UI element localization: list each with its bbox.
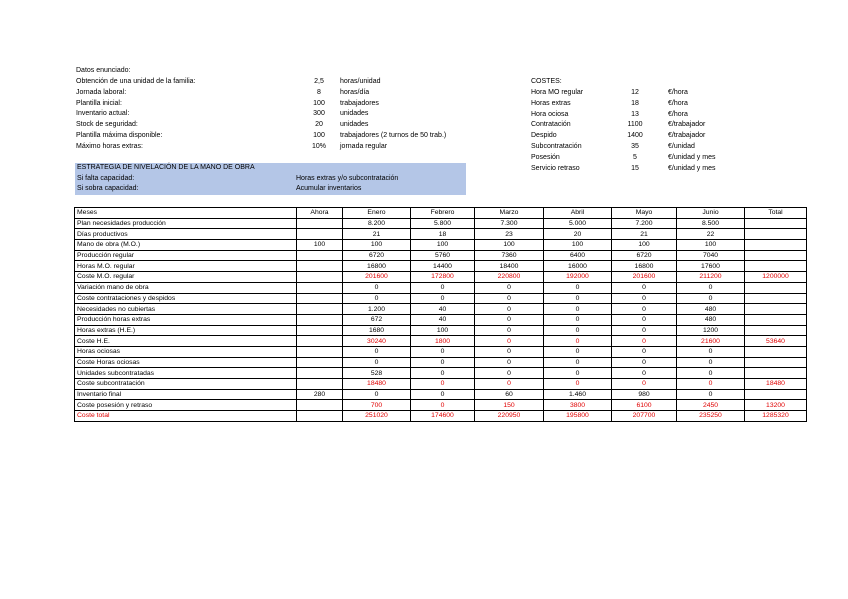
table-row: [75, 379, 807, 390]
table-cell: 0: [612, 304, 677, 315]
strategy-row-label: Si sobra capacidad:: [77, 185, 139, 192]
table-cell: 1285320: [745, 411, 807, 422]
row-label: Coste H.E.: [75, 336, 297, 347]
table-cell: 23: [475, 229, 544, 240]
datos-unit: jornada regular: [340, 142, 388, 150]
table-cell: 0: [677, 379, 745, 390]
table-cell: 700: [343, 400, 411, 411]
table-row: [75, 336, 807, 347]
column-header: Total: [745, 208, 807, 219]
table-cell: 0: [475, 282, 544, 293]
column-header: Marzo: [475, 208, 544, 219]
datos-unit: horas/unidad: [340, 78, 381, 85]
table-cell: 100: [411, 240, 475, 251]
strategy-title: ESTRATEGIA DE NIVELACIÓN DE LA MANO DE OBRA: [77, 164, 255, 171]
table-cell: 980: [612, 389, 677, 400]
table-cell: 17600: [677, 261, 745, 272]
table-cell: [297, 261, 343, 272]
table-cell: [297, 346, 343, 357]
costes-label: Hora MO regular: [531, 89, 584, 96]
table-cell: 21: [343, 229, 411, 240]
table-cell: 7.300: [475, 218, 544, 229]
table-cell: 2450: [677, 400, 745, 411]
table-cell: 18480: [745, 379, 807, 390]
table-row: [75, 325, 807, 336]
table-cell: 1.200: [343, 304, 411, 315]
table-cell: 16800: [612, 261, 677, 272]
costes-label: Servicio retraso: [531, 164, 580, 172]
table-cell: 0: [475, 293, 544, 304]
table-cell: [745, 261, 807, 272]
table-cell: 7.200: [612, 218, 677, 229]
table-cell: [745, 304, 807, 315]
table-cell: 0: [544, 336, 612, 347]
table-cell: 195800: [544, 411, 612, 422]
costes-label: Hora ociosa: [531, 110, 569, 118]
table-cell: 0: [677, 346, 745, 357]
table-cell: [745, 389, 807, 400]
table-row: [75, 411, 807, 422]
datos-value: 20: [315, 121, 323, 129]
table-cell: 211200: [677, 272, 745, 283]
table-cell: 21600: [677, 336, 745, 347]
table-cell: 0: [475, 346, 544, 357]
table-cell: 0: [475, 314, 544, 325]
table-cell: [745, 314, 807, 325]
table-cell: [297, 272, 343, 283]
table-cell: 0: [612, 368, 677, 379]
table-cell: 150: [475, 400, 544, 411]
costes-value: 35: [631, 143, 639, 150]
datos-label: Jornada laboral:: [76, 88, 127, 96]
table-cell: 480: [677, 314, 745, 325]
table-cell: [745, 250, 807, 261]
row-label: Horas M.O. regular: [75, 261, 297, 272]
table-row: [75, 240, 807, 251]
table-cell: 0: [411, 368, 475, 379]
column-header: Meses: [75, 208, 297, 219]
column-header: Enero: [343, 208, 411, 219]
strategy-row-value: Horas extras y/o subcontratación: [296, 174, 399, 182]
table-cell: 5760: [411, 250, 475, 261]
table-cell: 528: [343, 368, 411, 379]
table-cell: 172800: [411, 272, 475, 283]
table-cell: 201600: [343, 272, 411, 283]
row-label: Coste Horas ociosas: [75, 357, 297, 368]
datos-value: 10%: [311, 142, 326, 150]
table-row: [75, 389, 807, 400]
costes-heading: COSTES:: [531, 78, 562, 85]
row-label: Producción horas extras: [75, 314, 297, 325]
datos-unit: horas/día: [340, 88, 370, 96]
table-cell: 0: [677, 357, 745, 368]
table-cell: [745, 229, 807, 240]
table-cell: 22: [677, 229, 745, 240]
table-cell: 5.000: [544, 218, 612, 229]
table-cell: 100: [677, 240, 745, 251]
strategy-box: [75, 163, 466, 195]
row-label: Coste total: [75, 411, 297, 422]
datos-label: Máximo horas extras:: [76, 142, 143, 150]
table-cell: 0: [475, 379, 544, 390]
row-label: Horas ociosas: [75, 346, 297, 357]
table-cell: 0: [343, 293, 411, 304]
table-cell: 13200: [745, 400, 807, 411]
table-cell: 0: [475, 368, 544, 379]
table-cell: 0: [343, 282, 411, 293]
table-cell: 53640: [745, 336, 807, 347]
table-cell: 100: [544, 240, 612, 251]
table-cell: 100: [612, 240, 677, 251]
row-label: Coste posesión y retraso: [75, 400, 297, 411]
column-header: Junio: [677, 208, 745, 219]
table-cell: [745, 240, 807, 251]
table-cell: 1200000: [745, 272, 807, 283]
table-cell: 0: [475, 357, 544, 368]
table-cell: 6400: [544, 250, 612, 261]
table-row: [75, 261, 807, 272]
row-label: Coste subcontratación: [75, 379, 297, 390]
table-cell: 40: [411, 304, 475, 315]
table-cell: 207700: [612, 411, 677, 422]
row-label: Inventario final: [75, 389, 297, 400]
table-cell: 220950: [475, 411, 544, 422]
table-cell: 0: [343, 346, 411, 357]
datos-label: Obtención de una unidad de la familia:: [76, 78, 196, 85]
table-cell: [297, 218, 343, 229]
table-cell: 0: [612, 325, 677, 336]
table-cell: 0: [544, 325, 612, 336]
costes-value: 1400: [627, 132, 643, 140]
table-cell: 8.500: [677, 218, 745, 229]
table-cell: 14400: [411, 261, 475, 272]
table-cell: 192000: [544, 272, 612, 283]
row-label: Días productivos: [75, 229, 297, 240]
strategy-row-value: Acumular inventarios: [296, 185, 362, 192]
datos-value: 100: [313, 99, 325, 107]
costes-value: 15: [631, 164, 639, 172]
costes-unit: €/hora: [668, 89, 688, 96]
datos-heading: Datos enunciado:: [76, 67, 131, 74]
table-cell: 672: [343, 314, 411, 325]
table-cell: 201600: [612, 272, 677, 283]
costes-unit: €/unidad: [668, 143, 695, 150]
datos-value: 2,5: [314, 78, 324, 85]
table-cell: [297, 250, 343, 261]
table-cell: 0: [475, 336, 544, 347]
table-cell: 0: [411, 389, 475, 400]
table-cell: 0: [544, 346, 612, 357]
row-label: Necesidades no cubiertas: [75, 304, 297, 315]
table-cell: 0: [544, 282, 612, 293]
datos-label: Inventario actual:: [76, 110, 130, 118]
table-cell: [297, 229, 343, 240]
costes-label: Posesión: [531, 153, 560, 161]
table-cell: 220800: [475, 272, 544, 283]
table-row: [75, 272, 807, 283]
table-cell: 0: [612, 293, 677, 304]
table-cell: 0: [343, 357, 411, 368]
costes-label: Despido: [531, 132, 557, 140]
costes-unit: €/unidad y mes: [668, 164, 716, 172]
row-label: Variación mano de obra: [75, 282, 297, 293]
table-cell: [297, 357, 343, 368]
table-cell: 0: [612, 357, 677, 368]
table-cell: 0: [544, 379, 612, 390]
table-cell: [297, 336, 343, 347]
table-cell: 20: [544, 229, 612, 240]
table-cell: 0: [343, 389, 411, 400]
table-cell: 7040: [677, 250, 745, 261]
costes-value: 13: [631, 110, 639, 118]
table-cell: 30240: [343, 336, 411, 347]
column-header: Febrero: [411, 208, 475, 219]
table-cell: 18480: [343, 379, 411, 390]
row-label: Coste M.O. regular: [75, 272, 297, 283]
table-cell: 1200: [677, 325, 745, 336]
table-row: [75, 229, 807, 240]
table-cell: [297, 379, 343, 390]
costes-value: 5: [633, 153, 637, 161]
table-cell: 0: [677, 389, 745, 400]
table-cell: 16000: [544, 261, 612, 272]
datos-unit: unidades: [340, 121, 369, 129]
column-header: Abril: [544, 208, 612, 219]
table-cell: 3800: [544, 400, 612, 411]
table-cell: [745, 282, 807, 293]
costes-unit: €/hora: [668, 110, 688, 118]
table-cell: 7360: [475, 250, 544, 261]
costes-value: 18: [631, 99, 639, 107]
table-row: [75, 314, 807, 325]
table-cell: 0: [677, 368, 745, 379]
table-cell: 0: [544, 314, 612, 325]
datos-unit: trabajadores: [340, 99, 379, 107]
table-cell: 0: [612, 282, 677, 293]
costes-unit: €/trabajador: [668, 121, 706, 129]
table-cell: 0: [411, 379, 475, 390]
datos-label: Plantilla máxima disponible:: [76, 132, 163, 139]
table-cell: [745, 218, 807, 229]
table-cell: [297, 400, 343, 411]
table-cell: [297, 325, 343, 336]
table-cell: 0: [411, 346, 475, 357]
table-cell: [745, 325, 807, 336]
table-cell: 0: [612, 314, 677, 325]
table-cell: 0: [544, 357, 612, 368]
table-cell: 0: [677, 293, 745, 304]
costes-label: Horas extras: [531, 99, 571, 107]
row-label: Mano de obra (M.O.): [75, 240, 297, 251]
costes-unit: €/hora: [668, 99, 688, 107]
row-label: Coste contrataciones y despidos: [75, 293, 297, 304]
table-cell: [745, 293, 807, 304]
table-cell: 6720: [343, 250, 411, 261]
table-cell: [745, 357, 807, 368]
datos-value: 100: [313, 132, 325, 139]
row-label: Unidades subcontratadas: [75, 368, 297, 379]
costes-value: 12: [631, 89, 639, 96]
datos-value: 300: [313, 110, 325, 118]
table-cell: [297, 293, 343, 304]
table-row: [75, 218, 807, 229]
table-cell: 0: [544, 293, 612, 304]
table-cell: 0: [612, 379, 677, 390]
table-cell: 8.200: [343, 218, 411, 229]
table-cell: 0: [411, 293, 475, 304]
table-cell: 0: [411, 282, 475, 293]
table-cell: [745, 346, 807, 357]
table-cell: 100: [411, 325, 475, 336]
table-cell: 0: [612, 346, 677, 357]
planning-table: [74, 207, 807, 422]
table-cell: 0: [544, 304, 612, 315]
table-header-row: [75, 208, 807, 219]
datos-label: Plantilla inicial:: [76, 99, 122, 107]
table-cell: 0: [475, 325, 544, 336]
table-cell: 251020: [343, 411, 411, 422]
table-row: [75, 304, 807, 315]
table-cell: 0: [677, 282, 745, 293]
table-cell: 5.800: [411, 218, 475, 229]
table-row: [75, 282, 807, 293]
row-label: Producción regular: [75, 250, 297, 261]
table-cell: 100: [343, 240, 411, 251]
costes-label: Contratación: [531, 121, 571, 129]
table-row: [75, 357, 807, 368]
table-cell: [745, 368, 807, 379]
table-cell: 60: [475, 389, 544, 400]
table-cell: 18: [411, 229, 475, 240]
table-cell: 1800: [411, 336, 475, 347]
table-cell: 6720: [612, 250, 677, 261]
table-cell: 0: [411, 357, 475, 368]
table-cell: 21: [612, 229, 677, 240]
costes-unit: €/trabajador: [668, 132, 706, 140]
table-cell: 18400: [475, 261, 544, 272]
costes-unit: €/unidad y mes: [668, 153, 716, 161]
column-header: Ahora: [297, 208, 343, 219]
table-cell: 0: [544, 368, 612, 379]
table-cell: [297, 304, 343, 315]
table-cell: 6100: [612, 400, 677, 411]
table-row: [75, 368, 807, 379]
table-cell: [297, 282, 343, 293]
strategy-row-label: Si falta capacidad:: [77, 174, 135, 182]
datos-value: 8: [317, 88, 321, 96]
table-cell: 0: [411, 400, 475, 411]
table-cell: [297, 411, 343, 422]
table-cell: [297, 368, 343, 379]
table-cell: 0: [475, 304, 544, 315]
costes-value: 1100: [627, 121, 643, 129]
table-row: [75, 293, 807, 304]
table-cell: 16800: [343, 261, 411, 272]
datos-unit: trabajadores (2 turnos de 50 trab.): [340, 132, 447, 139]
table-cell: 1.460: [544, 389, 612, 400]
row-label: Plan necesidades producción: [75, 218, 297, 229]
table-cell: 480: [677, 304, 745, 315]
row-label: Horas extras (H.E.): [75, 325, 297, 336]
table-cell: 40: [411, 314, 475, 325]
datos-label: Stock de seguridad:: [76, 121, 138, 129]
table-cell: 280: [297, 389, 343, 400]
table-cell: 0: [612, 336, 677, 347]
table-cell: 235250: [677, 411, 745, 422]
table-cell: 174600: [411, 411, 475, 422]
table-cell: 100: [297, 240, 343, 251]
table-row: [75, 250, 807, 261]
datos-unit: unidades: [340, 110, 369, 118]
table-row: [75, 400, 807, 411]
table-cell: [297, 314, 343, 325]
table-row: [75, 346, 807, 357]
table-cell: 1680: [343, 325, 411, 336]
table-cell: 100: [475, 240, 544, 251]
column-header: Mayo: [612, 208, 677, 219]
costes-label: Subcontratación: [531, 143, 582, 150]
